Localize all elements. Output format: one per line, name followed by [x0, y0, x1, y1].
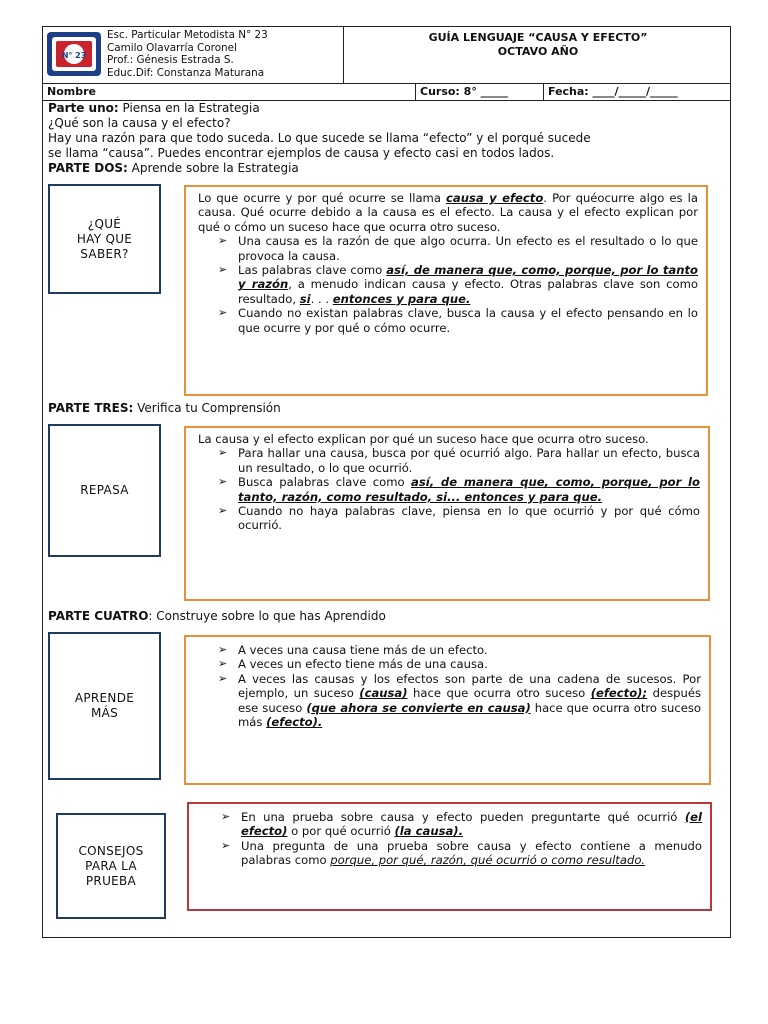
arrowhead-bullet-icon: ➢ — [218, 306, 228, 320]
svg-text:N° 23: N° 23 — [61, 51, 87, 60]
parte-uno-line2: se llama “causa”. Puedes encontrar ejemplos de causa y efecto casi en todos lados. — [48, 146, 555, 160]
que-hay-que-saber-label: ¿QUÉ HAY QUE SABER? — [76, 216, 133, 261]
que-hay-que-saber-box — [48, 184, 161, 294]
parte-cuatro-label: PARTE CUATRO — [48, 609, 149, 623]
list-item: ➢ En una prueba sobre causa y efecto pueden preguntarte qué ocurrió (el efecto) o por qué ocurrió (la causa). — [221, 810, 702, 839]
parte-dos-content-box — [184, 185, 708, 396]
guide-title-cell — [343, 27, 732, 83]
parte-tres-content-box — [184, 426, 710, 601]
special-educator: Educ.Dif: Constanza Maturana — [107, 66, 265, 79]
arrowhead-bullet-icon: ➢ — [218, 671, 228, 685]
consejos-content-box — [187, 802, 712, 911]
guide-title: GUÍA LENGUAJE “CAUSA Y EFECTO” — [428, 31, 648, 44]
parte-uno-line1: Hay una razón para que todo suceda. Lo que sucede se llama “efecto” y el porqué sucede — [48, 131, 591, 145]
parte-dos-title: Aprende sobre la Estrategia — [127, 161, 299, 175]
parte-uno-question: ¿Qué son la causa y el efecto? — [48, 116, 231, 130]
list-item: ➢ A veces un efecto tiene más de una causa. — [218, 657, 488, 672]
list-item: ➢ Las palabras clave como así, de manera que, como, porque, por lo tanto y razón, a menudo indican causa y efecto. Otras palabras clave son como resultado, si. . . entonces y para que. — [218, 263, 698, 306]
parte-dos-intro: Lo que ocurre y por qué ocurre se llama causa y efecto. Por quéocurre algo es la causa. Qué ocurre debido a la causa es el efecto. La causa y el efecto explican por qué o cómo un suceso hace que ocurra otro suceso. — [198, 191, 698, 234]
list-item: ➢ Una causa es la razón de que algo ocurra. Un efecto es el resultado o lo que provoca la causa. — [218, 234, 698, 263]
parte-cuatro-content-box — [184, 635, 711, 785]
course-field[interactable]: Curso: 8° _____ — [415, 83, 543, 100]
consejos-prueba-box — [56, 813, 166, 919]
school-name: Esc. Particular Metodista N° 23 — [107, 29, 268, 41]
aprende-mas-label: APRENDE MÁS — [74, 691, 135, 720]
name-field[interactable]: Nombre — [47, 85, 96, 98]
parte-uno-heading — [48, 101, 260, 116]
school-info — [107, 29, 268, 79]
parte-tres-heading — [48, 401, 281, 416]
parte-tres-title: Verifica tu Comprensión — [133, 401, 281, 415]
header — [43, 27, 730, 84]
parte-tres-intro: La causa y el efecto explican por qué un suceso hace que ocurra otro suceso. — [198, 432, 649, 446]
list-item: ➢ Cuando no haya palabras clave, piensa en lo que ocurrió y por qué cómo ocurrió. — [218, 504, 700, 533]
parte-uno-label: Parte uno: — [48, 101, 119, 115]
school-patron: Camilo Olavarría Coronel — [107, 41, 237, 54]
repasa-box — [48, 424, 161, 557]
worksheet — [42, 26, 731, 938]
parte-cuatro-heading — [48, 609, 386, 624]
list-item: ➢ Una pregunta de una prueba sobre causa y efecto contiene a menudo palabras como porque, por qué, razón, qué ocurrió o como resultado. — [221, 838, 702, 868]
parte-dos-heading — [48, 161, 299, 176]
school-logo — [43, 27, 105, 83]
consejos-prueba-label: CONSEJOS PARA LA PRUEBA — [78, 843, 144, 888]
arrowhead-bullet-icon: ➢ — [218, 263, 228, 277]
arrowhead-bullet-icon: ➢ — [218, 446, 228, 460]
parte-cuatro-title: : Construye sobre lo que has Aprendido — [148, 609, 386, 623]
date-field[interactable]: Fecha: ____/_____/_____ — [543, 83, 732, 100]
arrowhead-bullet-icon: ➢ — [218, 234, 228, 248]
arrowhead-bullet-icon: ➢ — [218, 504, 228, 518]
aprende-mas-box — [48, 632, 161, 780]
parte-tres-label: PARTE TRES: — [48, 401, 134, 415]
list-item: ➢ Para hallar una causa, busca por qué ocurrió algo. Para hallar un efecto, busca un resultado, o lo que ocurrió. — [218, 446, 700, 475]
student-info-row — [43, 83, 730, 101]
arrowhead-bullet-icon: ➢ — [218, 657, 228, 671]
parte-dos-label: PARTE DOS: — [48, 161, 128, 175]
arrowhead-bullet-icon: ➢ — [221, 810, 231, 823]
list-item: ➢ Cuando no existan palabras clave, busca la causa y el efecto pensando en lo que ocurre y por qué o cómo ocurre. — [218, 306, 698, 335]
list-item: ➢ A veces las causas y los efectos son parte de una cadena de sucesos. Por ejemplo, un suceso (causa) hace que ocurra otro suceso (efecto); después ese suceso (que ahora se convierte en causa) hace que ocurra otro suceso más (efecto). — [218, 671, 701, 730]
grade-title: OCTAVO AÑO — [497, 45, 579, 58]
repasa-label: REPASA — [80, 483, 129, 497]
arrowhead-bullet-icon: ➢ — [221, 838, 231, 852]
arrowhead-bullet-icon: ➢ — [218, 475, 228, 489]
arrowhead-bullet-icon: ➢ — [218, 643, 228, 656]
list-item: ➢ Busca palabras clave como así, de manera que, como, porque, por lo tanto, razón, como resultado, si... entonces y para que. — [218, 475, 700, 504]
parte-uno-title: Piensa en la Estrategia — [118, 101, 260, 115]
list-item: ➢ A veces una causa tiene más de un efecto. — [218, 643, 488, 657]
teacher: Prof.: Génesis Estrada S. — [107, 54, 234, 66]
